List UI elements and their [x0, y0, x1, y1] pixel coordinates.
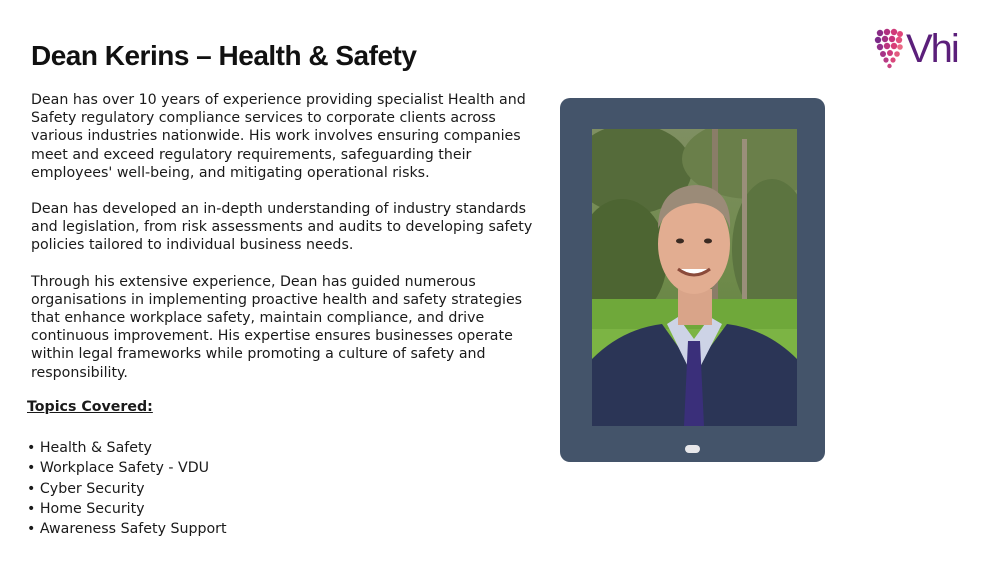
- bio-paragraph: Dean has developed an in-depth understanding of industry standards and legislation, from risk assessments and audits to developing safety policies tailored to individual business needs.: [31, 201, 533, 254]
- topic-item: • Home Security: [27, 499, 227, 519]
- bio-paragraph: Through his extensive experience, Dean has guided numerous organisations in implementing proactive health and safety strategies that enhance workplace safety, maintain compliance, and drive continuous improvement. His expertise ensures businesses operate within legal frameworks while promoting a culture of safety and responsibility.: [31, 273, 523, 381]
- slide-title: Dean Kerins – Health & Safety: [31, 40, 417, 71]
- topics-heading: Topics Covered:: [27, 399, 153, 415]
- topics-list: [27, 438, 227, 539]
- heart-logo-icon: [874, 26, 904, 72]
- tablet-home-button: [685, 445, 700, 453]
- bio-text: [31, 91, 536, 400]
- logo-text: Vhi: [906, 27, 958, 71]
- topic-item: • Cyber Security: [27, 479, 227, 499]
- tablet-frame: [560, 98, 825, 462]
- vhi-logo: [874, 26, 958, 72]
- bio-paragraph: Dean has over 10 years of experience providing specialist Health and Safety regulatory compliance services to corporate clients across various industries nationwide. His work involves ensuring companies meet and exceed regulatory requirements, safeguarding their employees' well-being, and mitigating operational risks.: [31, 92, 526, 181]
- topic-item: • Awareness Safety Support: [27, 519, 227, 539]
- topic-item: • Health & Safety: [27, 438, 227, 458]
- topic-item: • Workplace Safety - VDU: [27, 458, 227, 478]
- speaker-photo: [592, 129, 797, 426]
